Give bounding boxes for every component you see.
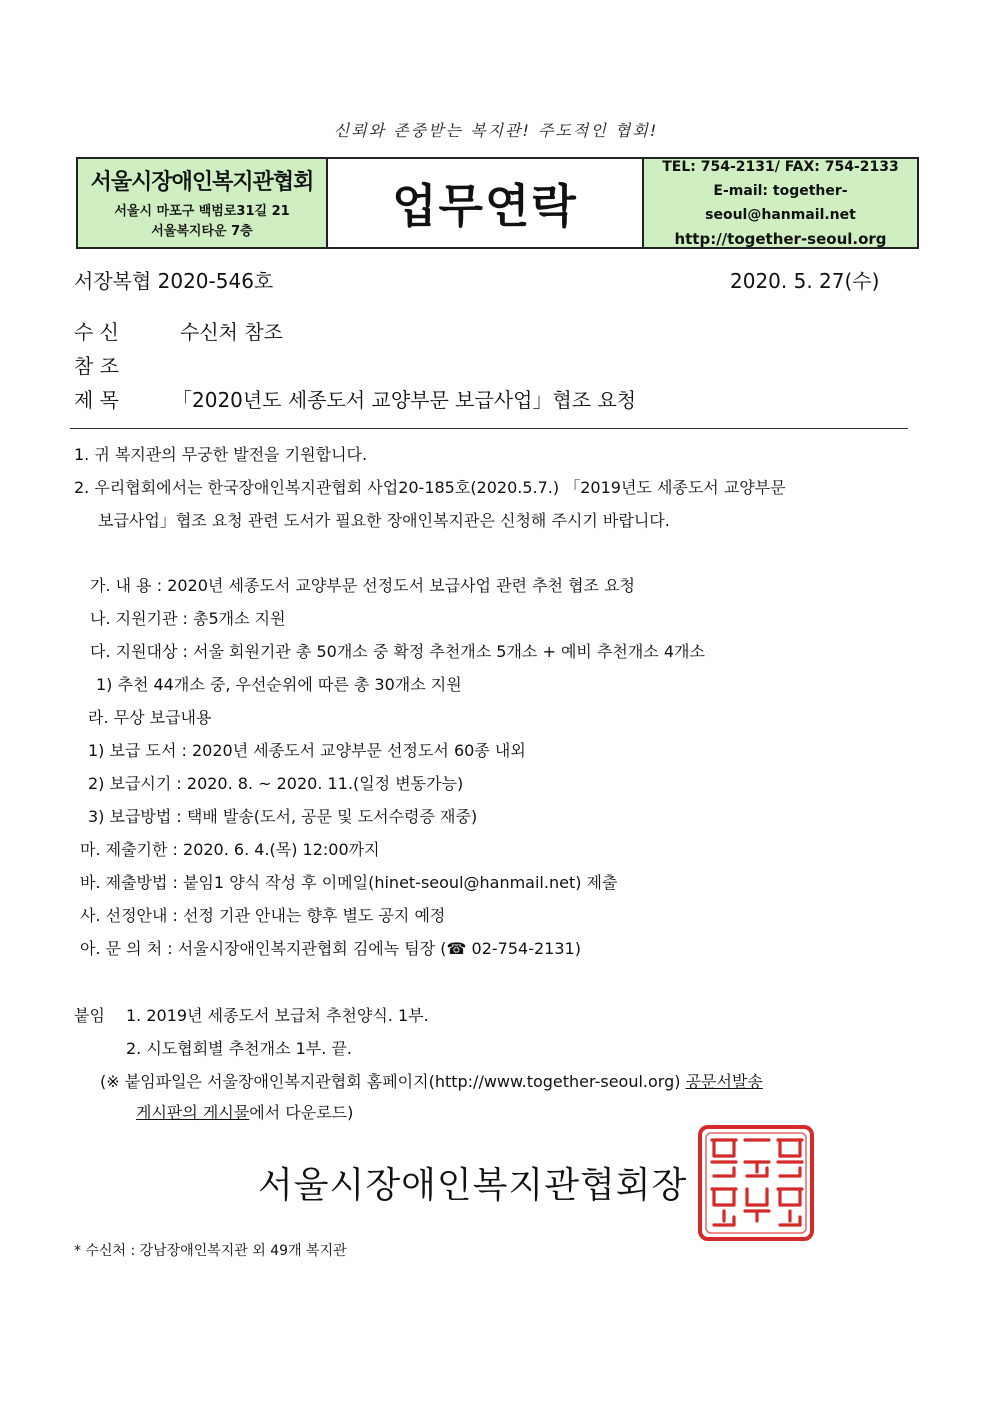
recipient-list-note: * 수신처 : 강남장애인복지관 외 49개 복지관	[74, 1243, 347, 1259]
email: E-mail: together-seoul@hanmail.net	[705, 183, 856, 223]
letterhead-doc-type	[328, 159, 644, 247]
paragraph-2-line-1: 2. 우리협회에서는 한국장애인복지관협회 사업20-185호(2020.5.7.) 「2019년도 세종도서 교양부문	[74, 478, 786, 497]
website-url: http://together-seoul.org	[674, 230, 887, 248]
item-support-count: 나. 지원기관 : 총5개소 지원	[90, 609, 286, 628]
item-supply-books: 1) 보급 도서 : 2020년 세종도서 교양부문 선정도서 60종 내외	[88, 741, 526, 760]
item-supply-period: 2) 보급시기 : 2020. 8. ~ 2020. 11.(일정 변동가능)	[88, 774, 464, 793]
item-submission-method: 바. 제출방법 : 붙임1 양식 작성 후 이메일(hinet-seoul@hanmail.net) 제출	[80, 873, 618, 892]
subject-label: 제 목	[74, 388, 119, 412]
attachment-note-link-2[interactable]: 게시판의 게시물	[136, 1103, 250, 1122]
letterhead-org	[78, 159, 328, 247]
seal-glyph	[712, 1189, 736, 1225]
seal-stroke	[714, 1140, 734, 1156]
item-supply-method: 3) 보급방법 : 택배 발송(도서, 공문 및 도서수령증 재중)	[88, 807, 478, 826]
official-seal-icon	[697, 1124, 815, 1242]
contact-info	[644, 155, 917, 251]
org-name: 서울시장애인복지관협회	[90, 169, 314, 195]
attachment-note-line-1	[100, 1069, 763, 1092]
attachment-1: 1. 2019년 세종도서 보급처 추천양식. 1부.	[126, 1006, 429, 1025]
seal-stroke	[714, 1189, 734, 1205]
org-address	[114, 202, 289, 242]
seal-stroke	[714, 1168, 734, 1176]
seal-stroke	[747, 1189, 767, 1205]
item-selection-notice: 사. 선정안내 : 선정 기관 안내는 향후 별도 공지 예정	[80, 906, 446, 925]
attachment-note-prefix: (※ 붙임파일은 서울장애인복지관협회 홈페이지(http://www.together-seoul.org)	[100, 1072, 686, 1091]
letterhead	[76, 157, 919, 249]
seal-glyphs	[712, 1140, 802, 1225]
address-line-1: 서울시 마포구 백범로31길 21	[114, 203, 290, 219]
attachment-2: 2. 시도협회별 추천개소 1부. 끝.	[126, 1039, 352, 1058]
tel-fax: TEL: 754-2131/ FAX: 754-2133	[662, 159, 899, 175]
seal-glyph	[778, 1140, 802, 1176]
attachment-note-suffix: 에서 다운로드)	[249, 1103, 354, 1122]
seal-glyph	[745, 1189, 769, 1221]
slogan: 신뢰와 존중받는 복지관! 주도적인 협회!	[333, 121, 659, 140]
attachment-label: 붙임	[74, 1006, 105, 1025]
address-line-2: 서울복지타운 7층	[151, 223, 253, 239]
seal-glyph	[712, 1140, 736, 1176]
doc-type: 업무연락	[392, 179, 578, 233]
recipient-value: 수신처 참조	[180, 320, 283, 344]
recipient-label: 수 신	[74, 320, 119, 344]
item-free-supply: 라. 무상 보급내용	[88, 708, 212, 727]
item-deadline: 마. 제출기한 : 2020. 6. 4.(목) 12:00까지	[80, 840, 380, 859]
sender-name: 서울시장애인복지관협회장	[258, 1165, 688, 1206]
seal-glyph	[745, 1140, 769, 1176]
subject-value: 「2020년도 세종도서 교양부문 보급사업」협조 요청	[172, 388, 637, 412]
attachment-note-line-2	[136, 1100, 353, 1123]
letterhead-contact	[644, 159, 917, 247]
item-inquiry: 아. 문 의 처 : 서울시장애인복지관협회 김에녹 팀장 (☎ 02-754-2131)	[80, 939, 581, 958]
seal-stroke	[780, 1189, 800, 1205]
item-support-target: 다. 지원대상 : 서울 회원기관 총 50개소 중 확정 추천개소 5개소 + 예비 추천개소 4개소	[90, 642, 705, 661]
paragraph-2-line-2: 보급사업」협조 요청 관련 도서가 필요한 장애인복지관은 신청해 주시기 바랍니다.	[98, 511, 670, 530]
seal-stroke	[780, 1168, 800, 1176]
seal-stroke	[780, 1140, 800, 1156]
seal-glyph	[778, 1189, 802, 1225]
doc-number: 서장복협 2020-546호	[74, 269, 274, 293]
item-support-target-sub: 1) 추천 44개소 중, 우선순위에 따른 총 30개소 지원	[96, 675, 462, 694]
divider	[70, 428, 908, 429]
doc-date: 2020. 5. 27(수)	[730, 269, 880, 293]
reference-label: 참 조	[74, 354, 119, 378]
attachment-note-link-1[interactable]: 공문서발송	[685, 1072, 763, 1091]
paragraph-1: 1. 귀 복지관의 무궁한 발전을 기원합니다.	[74, 445, 368, 464]
item-content: 가. 내 용 : 2020년 세종도서 교양부문 선정도서 보급사업 관련 추천 협조 요청	[90, 576, 635, 595]
